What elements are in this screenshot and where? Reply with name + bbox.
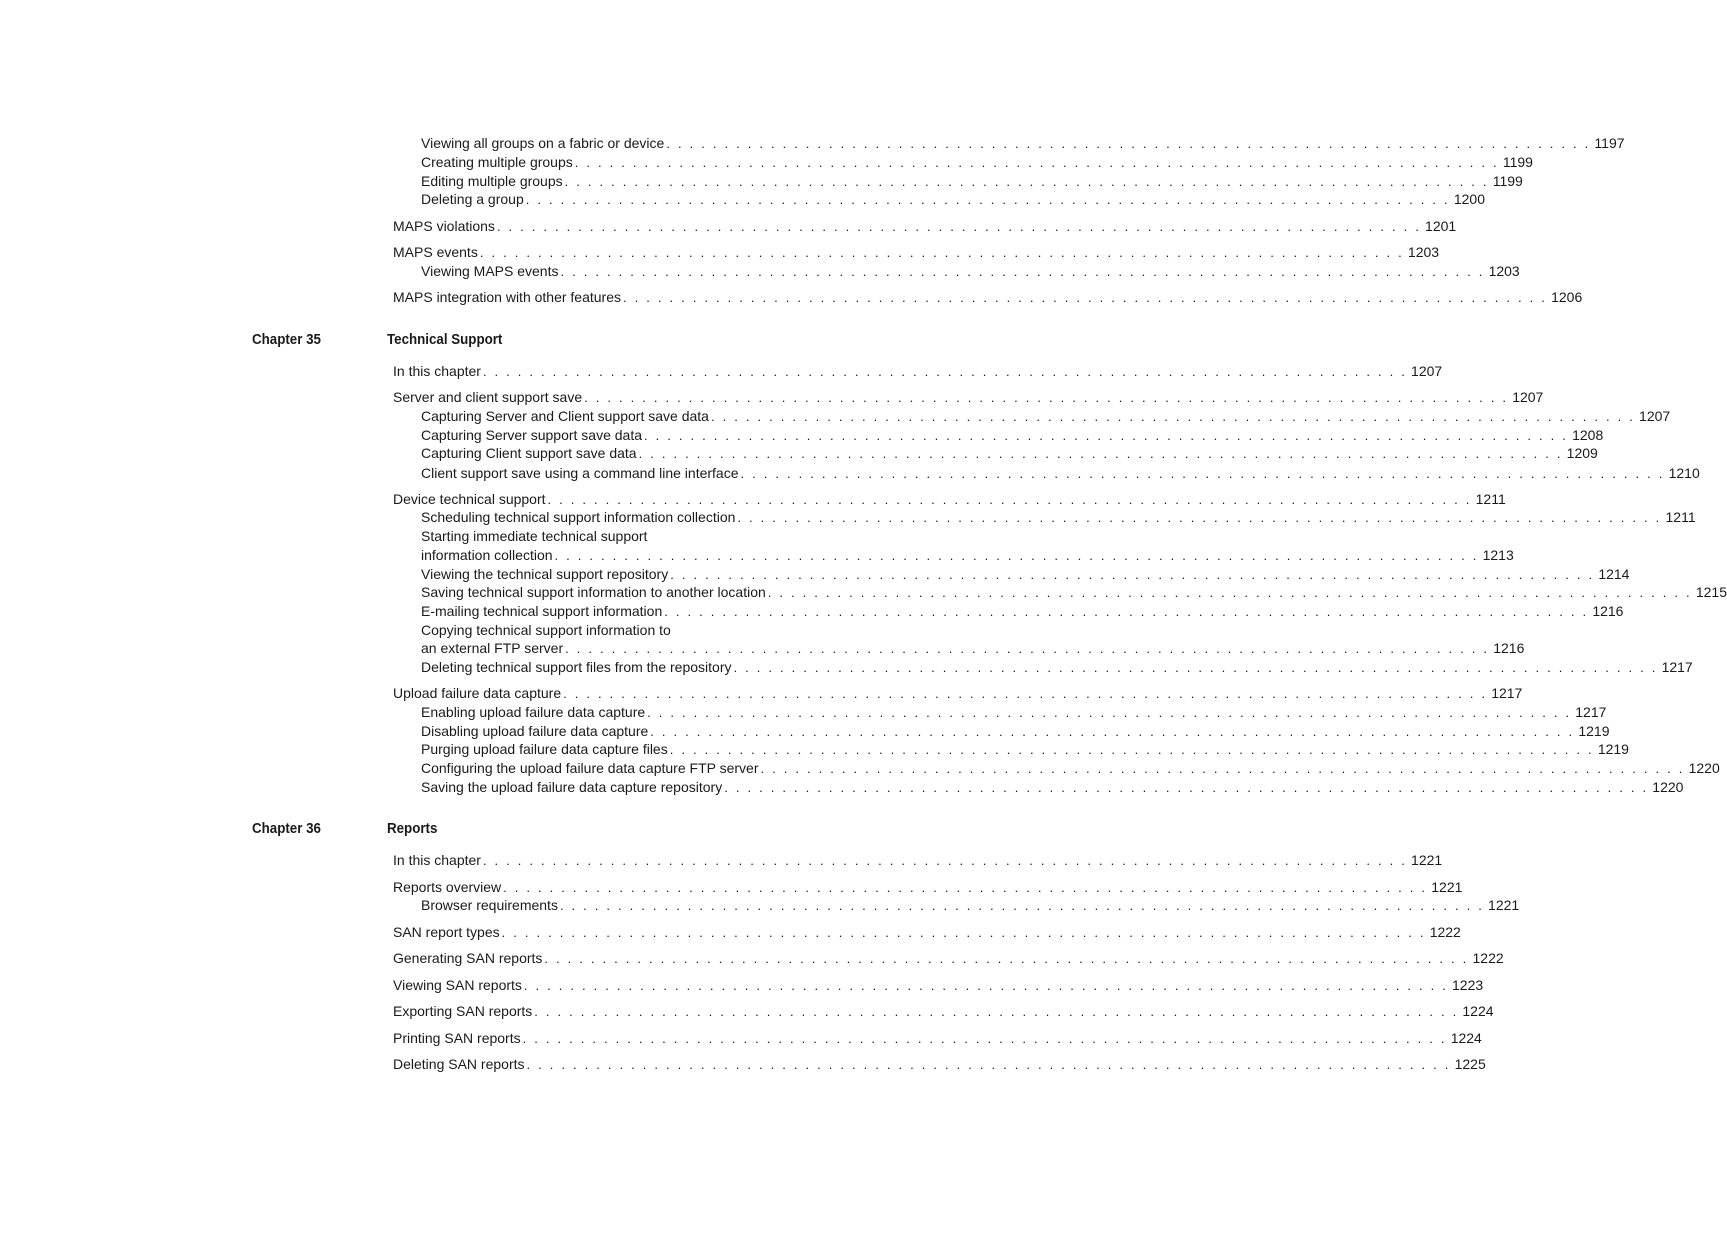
chapter-title: Technical Support [387,332,503,348]
toc-page-number: 1222 [1472,950,1504,966]
toc-page-number: 1217 [1575,704,1607,720]
toc-entry[interactable] [393,1055,1486,1074]
toc-page-number: 1217 [1661,659,1693,675]
toc-entry-text: Deleting SAN reports [393,1056,525,1072]
toc-page-number: 1199 [1502,154,1533,170]
dot-leader: . . . . . . . . . . . . . . . . . . . . . . . . . . . . . . . . . . . . . . . . . . . . . . . . . . . . . . . . . . . . . . . . . . . . . . . . . . . . . . . . [482,853,1408,868]
dot-leader: . . . . . . . . . . . . . . . . . . . . . . . . . . . . . . . . . . . . . . . . . . . . . . . . . . . . . . . . . . . . . . . . . . . . . . . . . . . . . . . . [482,364,1408,379]
toc-entry[interactable] [421,703,1607,722]
toc-entry[interactable] [421,464,1700,483]
dot-leader: . . . . . . . . . . . . . . . . . . . . . . . . . . . . . . . . . . . . . . . . . . . . . . . . . . . . . . . . . . . . . . . . . . . . . . . . . . . . . . . . [479,245,1404,260]
toc-page-number: 1207 [1512,389,1544,405]
toc-page-number: 1201 [1425,218,1457,234]
toc-page-number: 1199 [1492,173,1523,189]
toc-entry-text: information collection [421,547,553,563]
toc-entry[interactable] [421,508,1696,527]
toc-entry[interactable] [393,1029,1482,1048]
toc-entry-text: Deleting a group [421,191,524,207]
toc-entry-text: Disabling upload failure data capture [421,723,649,739]
toc-page-number: 1217 [1491,685,1523,701]
toc-page-number: 1219 [1597,741,1629,757]
toc-entry[interactable] [393,243,1440,262]
dot-leader: . . . . . . . . . . . . . . . . . . . . . . . . . . . . . . . . . . . . . . . . . . . . . . . . . . . . . . . . . . . . . . . . . . . . . . . . . . . . . . . . [670,567,1595,582]
toc-entry[interactable] [421,172,1523,191]
dot-leader: . . . . . . . . . . . . . . . . . . . . . . . . . . . . . . . . . . . . . . . . . . . . . . . . . . . . . . . . . . . . . . . . . . . . . . . . . . . . . . . . [496,219,1422,234]
dot-leader: . . . . . . . . . . . . . . . . . . . . . . . . . . . . . . . . . . . . . . . . . . . . . . . . . . . . . . . . . . . . . . . . . . . . . . . . . . . . . . . . [544,951,1469,966]
toc-entry-text: Creating multiple groups [421,154,573,170]
toc-page-number: 1200 [1453,191,1485,207]
dot-leader: . . . . . . . . . . . . . . . . . . . . . . . . . . . . . . . . . . . . . . . . . . . . . . . . . . . . . . . . . . . . . . . . . . . . . . . . . . . . . . . . [623,290,1548,305]
toc-entry-text: Editing multiple groups [421,173,563,189]
toc-entry-text: SAN report types [393,924,500,940]
toc-page-number: 1211 [1665,509,1696,525]
toc-entry-text: Viewing MAPS events [421,263,559,279]
toc-page-number: 1222 [1429,924,1461,940]
toc-entry[interactable] [421,262,1520,281]
dot-leader: . . . . . . . . . . . . . . . . . . . . . . . . . . . . . . . . . . . . . . . . . . . . . . . . . . . . . . . . . . . . . . . . . . . . . . . . . . . . . . . . [522,1031,1447,1046]
toc-page-number: 1207 [1639,408,1671,424]
dot-leader: . . . . . . . . . . . . . . . . . . . . . . . . . . . . . . . . . . . . . . . . . . . . . . . . . . . . . . . . . . . . . . . . . . . . . . . . . . . . . . . . [523,978,1449,993]
dot-leader: . . . . . . . . . . . . . . . . . . . . . . . . . . . . . . . . . . . . . . . . . . . . . . . . . . . . . . . . . . . . . . . . . . . . . . . . . . . . . . . . [650,724,1575,739]
toc-page-number: 1221 [1411,852,1443,868]
toc-entry-text: In this chapter [393,852,481,868]
toc-entry-text: Viewing all groups on a fabric or device [421,135,665,151]
dot-leader: . . . . . . . . . . . . . . . . . . . . . . . . . . . . . . . . . . . . . . . . . . . . . . . . . . . . . . . . . . . . . . . . . . . . . . . . . . . . . . . . [644,428,1569,443]
toc-entry[interactable] [421,722,1610,741]
dot-leader: . . . . . . . . . . . . . . . . . . . . . . . . . . . . . . . . . . . . . . . . . . . . . . . . . . . . . . . . . . . . . . . . . . . . . . . . . . . . . . . . [669,742,1594,757]
toc-page-number: 1210 [1668,465,1700,481]
toc-page-number: 1216 [1493,640,1525,656]
dot-leader: . . . . . . . . . . . . . . . . . . . . . . . . . . . . . . . . . . . . . . . . . . . . . . . . . . . . . . . . . . . . . . . . . . . . . . . . . . . . . . . . [534,1004,1459,1019]
toc-page-number: 1225 [1454,1056,1486,1072]
toc-page-number: 1203 [1488,263,1520,279]
toc-entry-text: Saving the upload failure data capture repository [421,779,723,795]
dot-leader: . . . . . . . . . . . . . . . . . . . . . . . . . . . . . . . . . . . . . . . . . . . . . . . . . . . . . . . . . . . . . . . . . . . . . . . . . . . . . . . . [564,174,1489,189]
toc-entry[interactable] [421,778,1684,797]
toc-entry[interactable] [393,490,1506,509]
toc-page-number: 1206 [1551,289,1583,305]
toc-page-number: 1221 [1431,879,1463,895]
toc-entry[interactable] [393,288,1583,307]
toc-entry[interactable] [393,388,1544,407]
toc-entry-text: an external FTP server [421,640,564,656]
toc-page-number: 1215 [1695,584,1727,600]
toc-entry-heading-line[interactable] [421,621,671,639]
toc-entry-text: Capturing Server and Client support save data [421,408,709,424]
dot-leader: . . . . . . . . . . . . . . . . . . . . . . . . . . . . . . . . . . . . . . . . . . . . . . . . . . . . . . . . . . . . . . . . . . . . . . . . . . . . . . . . [666,136,1591,151]
toc-page-number: 1211 [1475,491,1506,507]
dot-leader: . . . . . . . . . . . . . . . . . . . . . . . . . . . . . . . . . . . . . . . . . . . . . . . . . . . . . . . . . . . . . . . . . . . . . . . . . . . . . . . . [740,466,1665,481]
toc-entry-text: Server and client support save [393,389,583,405]
toc-page-number: 1203 [1407,244,1440,260]
toc-entry-text: Capturing Client support save data [421,445,637,461]
toc-entry-text: Viewing the technical support repository [421,566,669,582]
dot-leader: . . . . . . . . . . . . . . . . . . . . . . . . . . . . . . . . . . . . . . . . . . . . . . . . . . . . . . . . . . . . . . . . . . . . . . . . . . . . . . . . [559,898,1485,913]
toc-page-number: 1197 [1594,135,1625,151]
toc-entry-heading-line[interactable] [421,527,647,545]
toc-entry[interactable] [421,759,1720,778]
toc-entry-text: Configuring the upload failure data capture FTP server [421,760,759,776]
toc-entry-text: Exporting SAN reports [393,1003,533,1019]
toc-entry-text: Generating SAN reports [393,950,543,966]
dot-leader: . . . . . . . . . . . . . . . . . . . . . . . . . . . . . . . . . . . . . . . . . . . . . . . . . . . . . . . . . . . . . . . . . . . . . . . . . . . . . . . . [638,446,1563,461]
toc-entry[interactable] [421,426,1604,445]
toc-entry-text: Copying technical support information to [421,622,671,638]
chapter-label: Chapter 36 [252,821,321,837]
toc-entry[interactable] [393,362,1443,381]
chapter-label: Chapter 35 [252,332,321,348]
toc-page-number: 1224 [1450,1030,1482,1046]
dot-leader: . . . . . . . . . . . . . . . . . . . . . . . . . . . . . . . . . . . . . . . . . . . . . . . . . . . . . . . . . . . . . . . . . . . . . . . . . . . . . . . . [525,192,1450,207]
toc-entry[interactable] [393,923,1461,942]
dot-leader: . . . . . . . . . . . . . . . . . . . . . . . . . . . . . . . . . . . . . . . . . . . . . . . . . . . . . . . . . . . . . . . . . . . . . . . . . . . . . . . . [547,492,1472,507]
dot-leader: . . . . . . . . . . . . . . . . . . . . . . . . . . . . . . . . . . . . . . . . . . . . . . . . . . . . . . . . . . . . . . . . . . . . . . . . . . . . . . . . [563,686,1488,701]
toc-entry[interactable] [421,896,1520,915]
toc-page-number: 1208 [1572,427,1604,443]
toc-page-number: 1207 [1411,363,1443,379]
toc-entry[interactable] [421,639,1525,658]
toc-page-number: 1223 [1452,977,1484,993]
toc-entry[interactable] [421,190,1485,209]
toc-entry-text: Printing SAN reports [393,1030,521,1046]
dot-leader: . . . . . . . . . . . . . . . . . . . . . . . . . . . . . . . . . . . . . . . . . . . . . . . . . . . . . . . . . . . . . . . . . . . . . . . . . . . . . . . . [760,761,1685,776]
toc-entry-text: MAPS integration with other features [393,289,622,305]
dot-leader: . . . . . . . . . . . . . . . . . . . . . . . . . . . . . . . . . . . . . . . . . . . . . . . . . . . . . . . . . . . . . . . . . . . . . . . . . . . . . . . . [710,409,1636,424]
dot-leader: . . . . . . . . . . . . . . . . . . . . . . . . . . . . . . . . . . . . . . . . . . . . . . . . . . . . . . . . . . . . . . . . . . . . . . . . . . . . . . . . [560,264,1485,279]
toc-entry[interactable] [421,444,1598,463]
toc-entry-text: Saving technical support information to another location [421,584,766,600]
chapter-title: Reports [387,821,438,837]
dot-leader: . . . . . . . . . . . . . . . . . . . . . . . . . . . . . . . . . . . . . . . . . . . . . . . . . . . . . . . . . . . . . . . . . . . . . . . . . . . . . . . . [733,660,1658,675]
toc-entry-text: Browser requirements [421,897,558,913]
toc-entry-text: E-mailing technical support information [421,603,663,619]
toc-entry-text: Upload failure data capture [393,685,562,701]
toc-page-number: 1214 [1598,566,1630,582]
toc-page-number: 1220 [1688,760,1720,776]
toc-entry[interactable] [421,583,1727,602]
dot-leader: . . . . . . . . . . . . . . . . . . . . . . . . . . . . . . . . . . . . . . . . . . . . . . . . . . . . . . . . . . . . . . . . . . . . . . . . . . . . . . . . [664,604,1589,619]
dot-leader: . . . . . . . . . . . . . . . . . . . . . . . . . . . . . . . . . . . . . . . . . . . . . . . . . . . . . . . . . . . . . . . . . . . . . . . . . . . . . . . . [503,880,1428,895]
dot-leader: . . . . . . . . . . . . . . . . . . . . . . . . . . . . . . . . . . . . . . . . . . . . . . . . . . . . . . . . . . . . . . . . . . . . . . . . . . . . . . . . [724,780,1649,795]
toc-entry[interactable] [421,658,1693,677]
toc-entry-text: MAPS events [393,244,478,260]
toc-entry[interactable] [421,740,1629,759]
toc-entry[interactable] [421,602,1624,621]
dot-leader: . . . . . . . . . . . . . . . . . . . . . . . . . . . . . . . . . . . . . . . . . . . . . . . . . . . . . . . . . . . . . . . . . . . . . . . . . . . . . . . . [647,705,1572,720]
dot-leader: . . . . . . . . . . . . . . . . . . . . . . . . . . . . . . . . . . . . . . . . . . . . . . . . . . . . . . . . . . . . . . . . . . . . . . . . . . . . . . . . [574,155,1499,170]
dot-leader: . . . . . . . . . . . . . . . . . . . . . . . . . . . . . . . . . . . . . . . . . . . . . . . . . . . . . . . . . . . . . . . . . . . . . . . . . . . . . . . . [501,925,1426,940]
toc-entry[interactable] [421,565,1630,584]
dot-leader: . . . . . . . . . . . . . . . . . . . . . . . . . . . . . . . . . . . . . . . . . . . . . . . . . . . . . . . . . . . . . . . . . . . . . . . . . . . . . . . . [584,390,1509,405]
dot-leader: . . . . . . . . . . . . . . . . . . . . . . . . . . . . . . . . . . . . . . . . . . . . . . . . . . . . . . . . . . . . . . . . . . . . . . . . . . . . . . . . [767,585,1692,600]
toc-entry-text: Client support save using a command line interface [421,465,739,481]
toc-entry[interactable] [393,878,1463,897]
toc-entry-text: Capturing Server support save data [421,427,643,443]
toc-page-number: 1213 [1482,547,1514,563]
toc-page-number: 1220 [1652,779,1684,795]
toc-entry[interactable] [421,134,1625,153]
toc-entry-text: Viewing SAN reports [393,977,522,993]
toc-entry[interactable] [393,949,1504,968]
toc-page-number: 1221 [1488,897,1520,913]
dot-leader: . . . . . . . . . . . . . . . . . . . . . . . . . . . . . . . . . . . . . . . . . . . . . . . . . . . . . . . . . . . . . . . . . . . . . . . . . . . . . . . . [565,641,1490,656]
toc-entry[interactable] [393,1002,1494,1021]
toc-page-number: 1219 [1578,723,1610,739]
toc-entry-text: Starting immediate technical support [421,528,648,544]
toc-entry-text: Deleting technical support files from the repository [421,659,732,675]
toc-entry-text: Device technical support [393,491,546,507]
dot-leader: . . . . . . . . . . . . . . . . . . . . . . . . . . . . . . . . . . . . . . . . . . . . . . . . . . . . . . . . . . . . . . . . . . . . . . . . . . . . . . . . [737,510,1662,525]
toc-page-number: 1224 [1462,1003,1494,1019]
toc-page-number: 1209 [1566,445,1598,461]
toc-entry[interactable] [421,407,1671,426]
toc-entry[interactable] [421,546,1514,565]
toc-entry-text: Purging upload failure data capture files [421,741,668,757]
toc-entry-text: MAPS violations [393,218,495,234]
toc-entry-text: Scheduling technical support information collection [421,509,736,525]
toc-entry[interactable] [393,851,1443,870]
toc-entry-text: In this chapter [393,363,481,379]
toc-page-number: 1216 [1592,603,1624,619]
dot-leader: . . . . . . . . . . . . . . . . . . . . . . . . . . . . . . . . . . . . . . . . . . . . . . . . . . . . . . . . . . . . . . . . . . . . . . . . . . . . . . . . [526,1057,1451,1072]
toc-entry-text: Reports overview [393,879,502,895]
toc-entry[interactable] [393,217,1457,236]
toc-entry[interactable] [421,153,1533,172]
dot-leader: . . . . . . . . . . . . . . . . . . . . . . . . . . . . . . . . . . . . . . . . . . . . . . . . . . . . . . . . . . . . . . . . . . . . . . . . . . . . . . . . [554,548,1479,563]
toc-entry[interactable] [393,684,1523,703]
toc-entry[interactable] [393,976,1484,995]
toc-entry-text: Enabling upload failure data capture [421,704,646,720]
